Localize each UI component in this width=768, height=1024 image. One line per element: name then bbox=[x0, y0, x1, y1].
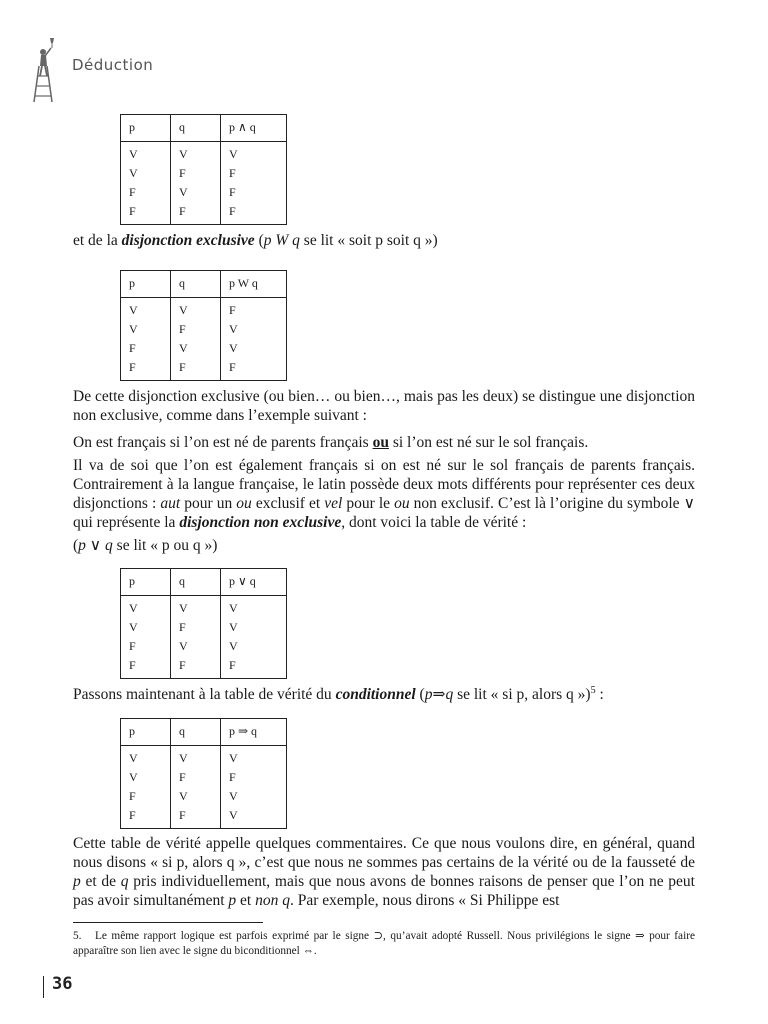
table-cell: V bbox=[179, 751, 188, 765]
table-cell: V bbox=[129, 751, 138, 765]
table-header: q bbox=[171, 271, 221, 298]
text-run: se lit « p ou q ») bbox=[112, 537, 218, 554]
table-cell: V bbox=[129, 770, 138, 784]
table-cell: V bbox=[129, 166, 138, 180]
table-header: q bbox=[171, 719, 221, 746]
footnote-text: Le même rapport logique est parfois exprimé par le signe ⊃, qu’avait adopté Russell. Nous privilégions le signe ⇒ pour faire apparaître son lien avec le signe du biconditionnel ⇔. bbox=[73, 930, 695, 957]
page-number-divider bbox=[43, 976, 44, 998]
term-italic: non q bbox=[255, 892, 290, 909]
table-header: q bbox=[171, 115, 221, 142]
table-cell: V bbox=[179, 639, 188, 653]
text-run: et de la bbox=[73, 232, 122, 249]
table-header: q bbox=[171, 569, 221, 596]
header-title: Déduction bbox=[72, 56, 154, 74]
text-run: ( bbox=[254, 232, 264, 249]
table-column-result bbox=[221, 596, 287, 679]
text-run: et bbox=[236, 892, 256, 909]
table-header: p ⇒ q bbox=[221, 719, 287, 746]
footnote-number: 5. bbox=[73, 930, 82, 942]
text-run: Cette table de vérité appelle quelques commentaires. Ce que nous voulons dire, en général, quand nous disons « si p, alors q », c’est que nous ne sommes pas certains de la vérité ou de la fausseté de bbox=[73, 835, 695, 871]
table-cell: V bbox=[129, 601, 138, 615]
formula: p ∨ q bbox=[78, 537, 113, 554]
text-run: non exclusif. C’est là l’origine du symbole ∨ qui représente la bbox=[73, 495, 695, 531]
text-run: Passons maintenant à la table de vérité du bbox=[73, 686, 336, 703]
text-run: Il va de soi que l’on est également français si on est né sur le sol français de parents français. Contrairement à la langue française, le latin possède deux mots différents pour représenter ces deux disjonctions : bbox=[73, 457, 695, 512]
text-run: ( bbox=[415, 686, 425, 703]
table-cell: V bbox=[179, 147, 188, 161]
term-emphasis: disjonction non exclusive bbox=[179, 514, 342, 531]
table-cell: V bbox=[229, 147, 238, 161]
footnote-divider bbox=[73, 922, 263, 923]
footnote bbox=[73, 929, 695, 959]
table-cell: V bbox=[129, 620, 138, 634]
text-run: : bbox=[595, 686, 604, 703]
paragraph-latin bbox=[73, 456, 695, 532]
table-cell: V bbox=[229, 639, 238, 653]
table-cell: V bbox=[129, 303, 138, 317]
table-cell: F bbox=[229, 360, 236, 374]
table-column-p bbox=[121, 746, 171, 829]
term-italic: p bbox=[73, 873, 81, 890]
text-run: et de bbox=[80, 873, 121, 890]
table-cell: V bbox=[179, 341, 188, 355]
paragraph-commentary bbox=[73, 834, 695, 910]
table-cell: V bbox=[229, 341, 238, 355]
table-cell: V bbox=[129, 322, 138, 336]
page-number: 36 bbox=[52, 974, 73, 994]
table-cell: V bbox=[179, 303, 188, 317]
table-cell: F bbox=[129, 658, 136, 672]
text-run: . Par exemple, nous dirons « Si Philippe est bbox=[289, 892, 560, 909]
table-header: p ∨ q bbox=[221, 569, 287, 596]
table-cell: F bbox=[129, 185, 136, 199]
text-run: se lit « si p, alors q ») bbox=[453, 686, 591, 703]
term-italic: ou bbox=[394, 495, 410, 512]
table-cell: F bbox=[129, 360, 136, 374]
text-run: pour le bbox=[342, 495, 395, 512]
ladder-figure-icon bbox=[30, 36, 60, 104]
truth-table-exclusive-disjunction bbox=[120, 270, 287, 381]
table-column-result bbox=[221, 746, 287, 829]
table-cell: F bbox=[129, 789, 136, 803]
table-cell: F bbox=[179, 166, 186, 180]
table-cell: F bbox=[179, 322, 186, 336]
formula: p W q bbox=[263, 232, 300, 249]
term-emphasis: disjonction exclusive bbox=[121, 232, 255, 249]
table-column-result bbox=[221, 298, 287, 381]
truth-table-conditional bbox=[120, 718, 287, 829]
text-run: , dont voici la table de vérité : bbox=[341, 514, 527, 531]
table-header: p bbox=[121, 271, 171, 298]
table-cell: F bbox=[229, 303, 236, 317]
table-cell: V bbox=[229, 751, 238, 765]
table-cell: V bbox=[229, 789, 238, 803]
text-run: exclusif et bbox=[251, 495, 325, 512]
text-run: pour un bbox=[180, 495, 237, 512]
table-header: p bbox=[121, 719, 171, 746]
table-cell: V bbox=[229, 620, 238, 634]
table-cell: F bbox=[129, 808, 136, 822]
table-cell: F bbox=[179, 620, 186, 634]
truth-table-disjunction bbox=[120, 568, 287, 679]
table-column-p bbox=[121, 142, 171, 225]
table-cell: V bbox=[179, 185, 188, 199]
table-column-q bbox=[171, 142, 221, 225]
table-cell: V bbox=[229, 808, 238, 822]
table-cell: F bbox=[229, 204, 236, 218]
table-cell: V bbox=[229, 601, 238, 615]
table-cell: V bbox=[229, 322, 238, 336]
truth-table-conjunction bbox=[120, 114, 287, 225]
table-column-result bbox=[221, 142, 287, 225]
table-column-p bbox=[121, 596, 171, 679]
term-italic: aut bbox=[160, 495, 181, 512]
term-italic: ou bbox=[236, 495, 252, 512]
table-column-q bbox=[171, 746, 221, 829]
text-run: si l’on est né sur le sol français. bbox=[388, 434, 589, 451]
footnote-ref[interactable]: 5 bbox=[590, 684, 596, 696]
paragraph-example bbox=[73, 433, 695, 452]
table-header: p bbox=[121, 115, 171, 142]
table-column-q bbox=[171, 298, 221, 381]
text-run: se lit « soit p soit q ») bbox=[299, 232, 438, 249]
table-header: p W q bbox=[221, 271, 287, 298]
text-run: On est français si l’on est né de parents français bbox=[73, 434, 373, 451]
term-emphasis: ou bbox=[372, 434, 389, 451]
table-header: p ∧ q bbox=[221, 115, 287, 142]
table-cell: V bbox=[129, 147, 138, 161]
paragraph-or-reading bbox=[73, 536, 695, 555]
table-column-p bbox=[121, 298, 171, 381]
table-cell: V bbox=[179, 601, 188, 615]
term-italic: q bbox=[120, 873, 129, 890]
table-header: p bbox=[121, 569, 171, 596]
paragraph-non-exclusive-intro: De cette disjonction exclusive (ou bien… ou bien…, mais pas les deux) se distingue une disjonction non exclusive, comme dans l’exemple suivant : bbox=[73, 388, 695, 424]
text-run: ( bbox=[73, 537, 79, 554]
table-cell: F bbox=[129, 341, 136, 355]
table-cell: F bbox=[129, 204, 136, 218]
table-cell: F bbox=[179, 658, 186, 672]
term-emphasis: conditionnel bbox=[335, 686, 416, 703]
table-cell: F bbox=[179, 204, 186, 218]
table-cell: V bbox=[179, 789, 188, 803]
table-cell: F bbox=[129, 639, 136, 653]
text-run: pris individuellement, mais que nous avons de bonnes raisons de penser que l’on ne peut pas avoir simultanément bbox=[73, 873, 695, 909]
table-cell: F bbox=[229, 770, 236, 784]
table-column-q bbox=[171, 596, 221, 679]
term-italic: p bbox=[228, 892, 237, 909]
table-cell: F bbox=[179, 770, 186, 784]
table-cell: F bbox=[229, 166, 236, 180]
table-cell: F bbox=[179, 808, 186, 822]
paragraph-conditional bbox=[73, 685, 695, 704]
paragraph-exclusive-disjunction bbox=[73, 231, 695, 250]
table-cell: F bbox=[229, 185, 236, 199]
formula: p⇒q bbox=[424, 686, 454, 703]
table-cell: F bbox=[229, 658, 236, 672]
term-italic: vel bbox=[324, 495, 343, 512]
table-cell: F bbox=[179, 360, 186, 374]
